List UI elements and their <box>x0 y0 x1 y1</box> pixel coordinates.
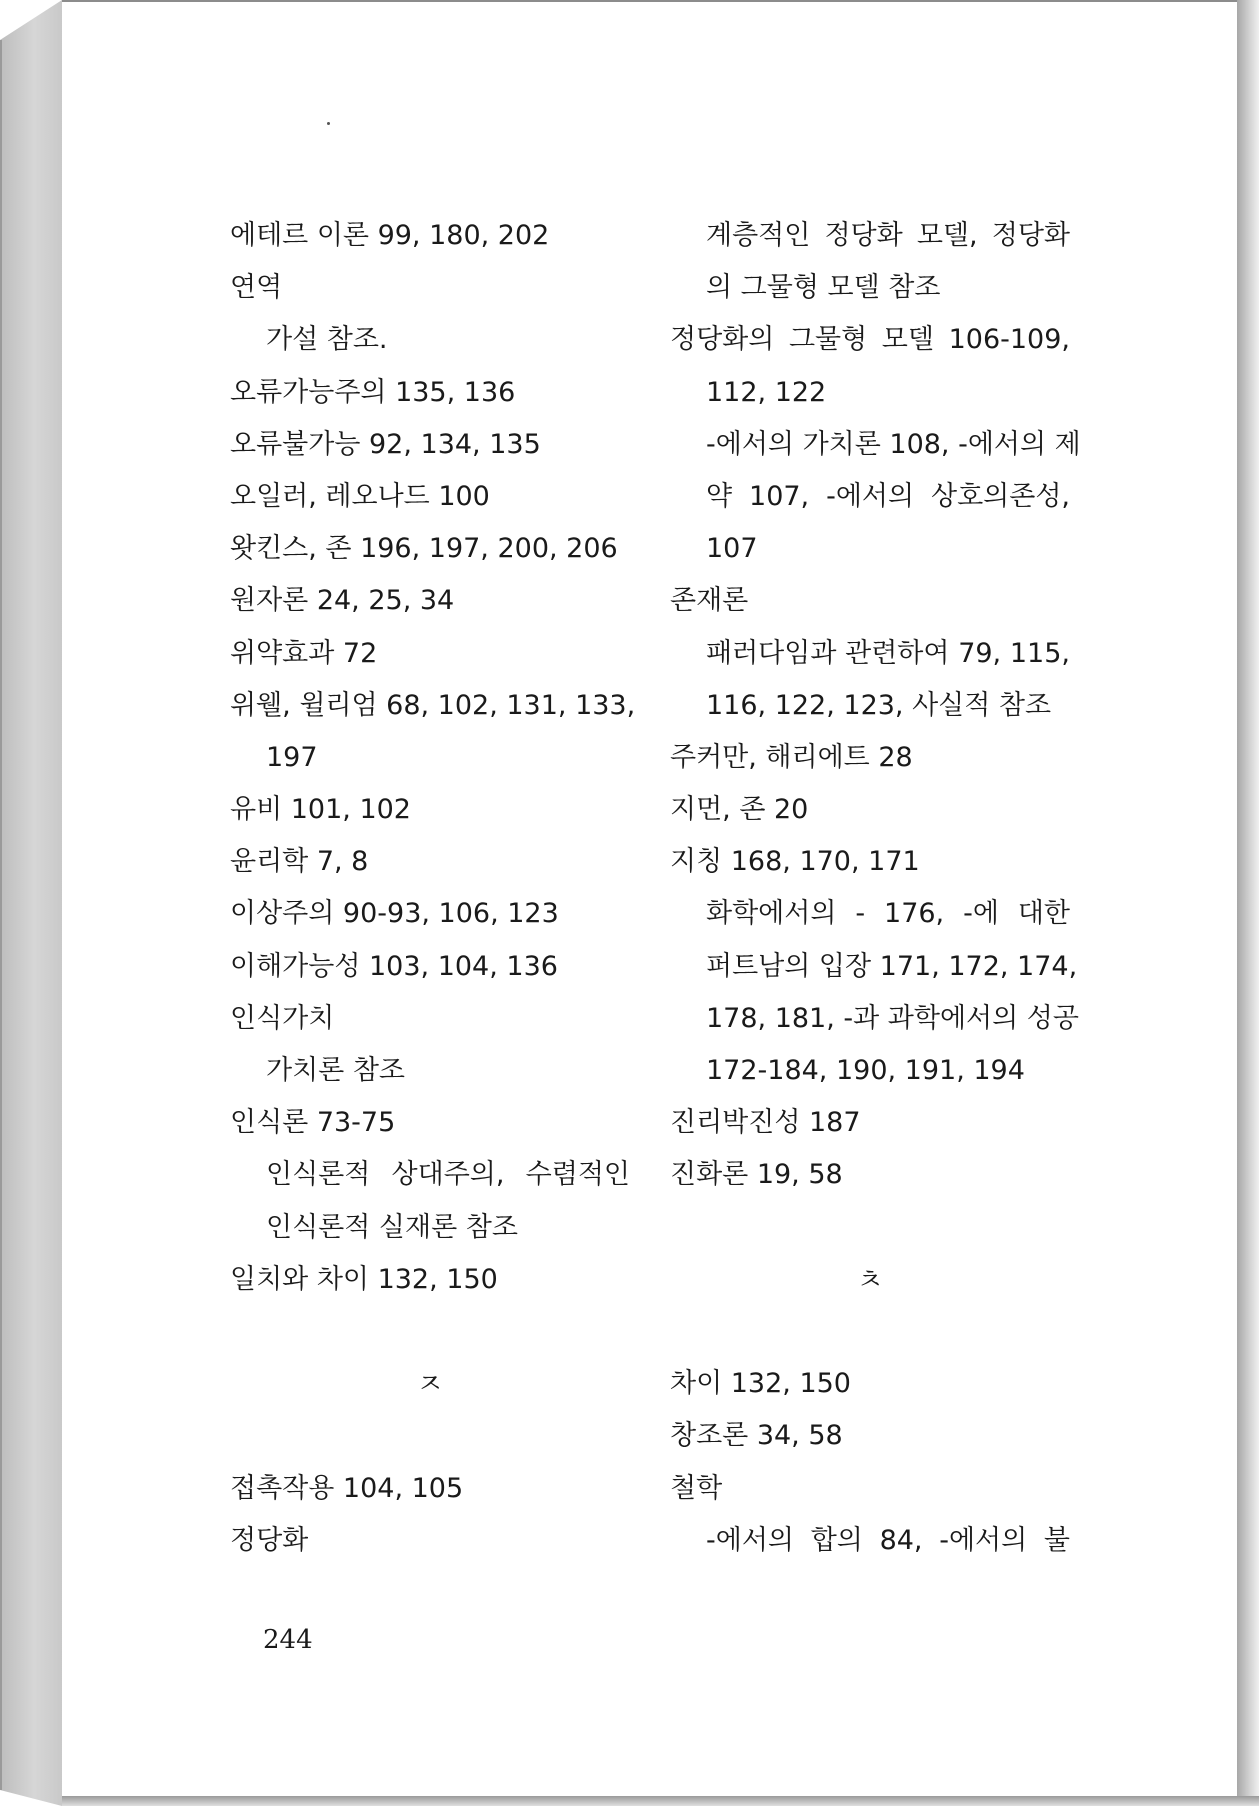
index-subentry <box>670 262 1070 314</box>
index-subentry <box>670 523 1070 575</box>
index-entry <box>670 732 1070 784</box>
index-column-right <box>670 210 1081 1567</box>
index-entry <box>230 993 630 1045</box>
index-entry-text: 화학에서의 - 176, -에 대한 <box>706 898 1070 930</box>
index-entry-text: 인식론적 실재론 참조 <box>266 1211 518 1243</box>
index-subentry <box>230 1045 630 1097</box>
index-entry-text: 오류가능주의 135, 136 <box>230 376 516 408</box>
index-entry-text: 정당화 <box>230 1524 309 1556</box>
section-heading <box>230 1358 630 1410</box>
index-entry <box>230 1463 630 1515</box>
index-entry <box>230 1254 630 1306</box>
index-subentry <box>230 1149 630 1201</box>
index-entry-text: 존재론 <box>670 585 749 617</box>
index-entry-text: 116, 122, 123, 사실적 참조 <box>706 689 1052 721</box>
index-entry <box>230 784 630 836</box>
index-entry-text: 이해가능성 103, 104, 136 <box>230 950 558 982</box>
index-subentry <box>670 628 1070 680</box>
index-entry <box>230 575 630 627</box>
index-entry-text: 유비 101, 102 <box>230 794 411 826</box>
spacer <box>230 1410 630 1462</box>
index-entry-text: 의 그물형 모델 참조 <box>706 272 941 304</box>
index-entry-text: 인식론적 상대주의, 수렴적인 <box>266 1159 630 1191</box>
section-heading-label: ㅈ <box>416 1367 444 1401</box>
index-subentry <box>670 941 1078 993</box>
index-entry-text: 오일러, 레오나드 100 <box>230 480 490 512</box>
index-entry <box>670 1149 1070 1201</box>
index-subentry <box>230 1202 630 1254</box>
spacer <box>670 1306 1070 1358</box>
index-subentry <box>670 367 1070 419</box>
index-entry-text: -에서의 합의 84, -에서의 불 <box>706 1524 1070 1556</box>
speck <box>327 122 330 125</box>
index-entry-text: 차이 132, 150 <box>670 1368 851 1400</box>
index-entry <box>670 836 1070 888</box>
index-entry-text: 112, 122 <box>706 376 827 408</box>
index-entry-text: 진리박진성 187 <box>670 1107 861 1139</box>
index-entry-text: 철학 <box>670 1472 723 1504</box>
index-entry-text: 인식가치 <box>230 1002 335 1034</box>
spacer <box>230 1306 630 1358</box>
index-entry-text: 정당화의 그물형 모델 106-109, <box>670 324 1070 356</box>
index-subentry <box>670 1045 1070 1097</box>
index-entry-text: 원자론 24, 25, 34 <box>230 585 455 617</box>
index-entry-text: 위약효과 72 <box>230 637 378 669</box>
index-subentry <box>670 419 1081 471</box>
index-entry-text: 172-184, 190, 191, 194 <box>706 1055 1025 1086</box>
index-entry-text: 주커만, 해리에트 28 <box>670 741 913 773</box>
index-entry <box>230 523 630 575</box>
index-entry-text: 패러다임과 관련하여 79, 115, <box>706 637 1070 669</box>
index-entry <box>230 888 630 940</box>
index-entry <box>230 262 630 314</box>
index-entry-text: 일치와 차이 132, 150 <box>230 1263 498 1295</box>
index-entry <box>230 680 636 732</box>
index-entry-text: 에테르 이론 99, 180, 202 <box>230 220 550 251</box>
index-entry-text: 178, 181, -과 과학에서의 성공 <box>706 1002 1079 1034</box>
section-heading <box>670 1254 1070 1306</box>
index-subentry <box>670 471 1070 523</box>
index-entry-text: 퍼트남의 입장 171, 172, 174, <box>706 950 1078 982</box>
index-entry-text: 계층적인 정당화 모델, 정당화 <box>706 220 1070 251</box>
index-entry-text: 진화론 19, 58 <box>670 1159 843 1191</box>
index-entry-text: 가치론 참조 <box>266 1055 405 1086</box>
index-entry-text: 지먼, 존 20 <box>670 794 809 826</box>
index-entry <box>670 1463 1070 1515</box>
index-entry <box>230 1515 630 1567</box>
book-spine-edge <box>0 0 62 1806</box>
index-entry-text: 인식론 73-75 <box>230 1107 396 1139</box>
index-entry-text: 윤리학 7, 8 <box>230 846 369 878</box>
index-subentry <box>230 314 630 366</box>
index-entry-text: -에서의 가치론 108, -에서의 제 <box>706 428 1081 460</box>
index-subentry <box>670 888 1070 940</box>
index-subentry <box>230 732 630 784</box>
page-bottom-shadow <box>62 1796 1259 1806</box>
index-entry <box>230 941 630 993</box>
index-subentry <box>670 993 1079 1045</box>
book-spine-line <box>0 40 2 1790</box>
index-entry <box>230 367 630 419</box>
index-entry <box>230 471 630 523</box>
index-entry <box>670 784 1070 836</box>
index-entry-text: 지칭 168, 170, 171 <box>670 846 920 878</box>
page-number: 244 <box>263 1625 313 1655</box>
index-entry-text: 창조론 34, 58 <box>670 1420 843 1452</box>
index-entry <box>670 1410 1070 1462</box>
spacer <box>670 1202 1070 1254</box>
index-entry <box>670 314 1070 366</box>
section-heading-label: ㅊ <box>856 1262 884 1296</box>
index-entry-text: 위웰, 윌리엄 68, 102, 131, 133, <box>230 689 636 721</box>
index-subentry <box>670 680 1070 732</box>
index-subentry <box>670 1515 1070 1567</box>
index-entry <box>670 1097 1070 1149</box>
page-right-shadow <box>1237 0 1259 1806</box>
index-entry-text: 107 <box>706 533 758 565</box>
index-entry <box>670 1358 1070 1410</box>
index-entry <box>670 575 1070 627</box>
index-entry-text: 접촉작용 104, 105 <box>230 1472 464 1504</box>
index-entry <box>230 419 630 471</box>
index-entry-text: 가설 참조. <box>266 324 388 356</box>
index-entry <box>230 628 630 680</box>
index-entry-text: 197 <box>266 741 318 773</box>
index-entry-text: 약 107, -에서의 상호의존성, <box>706 480 1070 512</box>
index-entry <box>230 836 630 888</box>
index-entry <box>230 1097 630 1149</box>
index-entry-text: 연역 <box>230 272 283 304</box>
index-entry-text: 오류불가능 92, 134, 135 <box>230 428 541 460</box>
index-entry-text: 왓킨스, 존 196, 197, 200, 206 <box>230 533 618 565</box>
index-column-left <box>230 210 636 1567</box>
index-entry <box>230 210 630 262</box>
index-subentry <box>670 210 1070 262</box>
index-entry-text: 이상주의 90-93, 106, 123 <box>230 898 559 930</box>
